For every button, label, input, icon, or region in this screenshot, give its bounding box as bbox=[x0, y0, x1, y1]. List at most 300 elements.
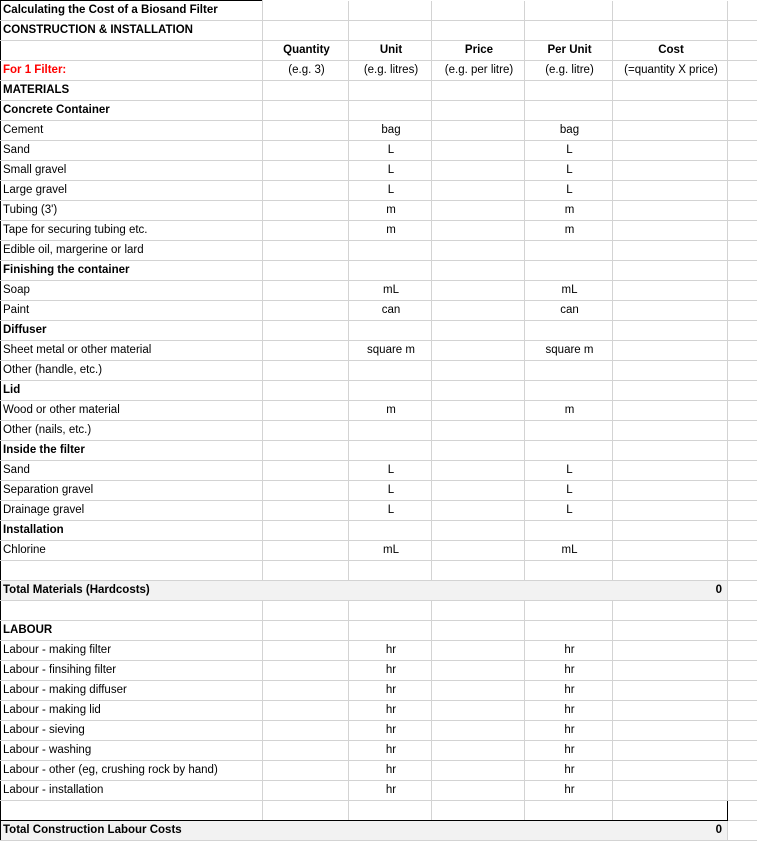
labour-row-pad bbox=[728, 701, 757, 721]
labour-row-pad bbox=[728, 641, 757, 661]
row-per-unit[interactable]: can bbox=[525, 301, 613, 321]
row-label[interactable]: Other (handle, etc.) bbox=[1, 361, 263, 381]
labour-cost[interactable] bbox=[613, 721, 728, 741]
row-price[interactable] bbox=[432, 361, 525, 381]
row-cost[interactable] bbox=[613, 201, 728, 221]
row-cost[interactable] bbox=[613, 181, 728, 201]
row-label[interactable]: Sheet metal or other material bbox=[1, 341, 263, 361]
row-pad bbox=[728, 281, 757, 301]
row-label[interactable]: Edible oil, margerine or lard bbox=[1, 241, 263, 261]
column-header-per-unit: Per Unit bbox=[525, 41, 613, 61]
row-unit[interactable] bbox=[349, 381, 432, 401]
row-cost[interactable] bbox=[613, 441, 728, 461]
row-cost[interactable] bbox=[613, 161, 728, 181]
row-unit[interactable]: L bbox=[349, 481, 432, 501]
labour-spacer-cell-5 bbox=[525, 801, 613, 821]
row-quantity[interactable] bbox=[263, 461, 349, 481]
section-row bbox=[1, 21, 757, 41]
row-pad bbox=[728, 241, 757, 261]
labour-spacer-cell-2 bbox=[263, 801, 349, 821]
material-row bbox=[1, 141, 757, 161]
row-label[interactable]: Small gravel bbox=[1, 161, 263, 181]
row-per-unit[interactable] bbox=[525, 81, 613, 101]
labour-row-pad bbox=[728, 661, 757, 681]
labour-row-pad bbox=[728, 721, 757, 741]
spacer-cell-4 bbox=[432, 601, 525, 621]
labour-unit[interactable]: hr bbox=[349, 721, 432, 741]
example-unit: (e.g. litres) bbox=[349, 61, 432, 81]
labour-cost[interactable] bbox=[613, 781, 728, 801]
section-row-empty-5 bbox=[613, 21, 728, 41]
row-unit[interactable] bbox=[349, 101, 432, 121]
row-quantity[interactable] bbox=[263, 261, 349, 281]
labour-cost[interactable] bbox=[613, 641, 728, 661]
labour-cost[interactable] bbox=[613, 741, 728, 761]
row-price[interactable] bbox=[432, 561, 525, 581]
labour-heading-row bbox=[1, 621, 757, 641]
row-unit[interactable]: L bbox=[349, 161, 432, 181]
spacer-row bbox=[1, 561, 757, 581]
row-label: MATERIALS bbox=[1, 81, 263, 101]
row-label[interactable]: Chlorine bbox=[1, 541, 263, 561]
row-unit[interactable] bbox=[349, 261, 432, 281]
labour-quantity[interactable] bbox=[263, 741, 349, 761]
row-cost[interactable] bbox=[613, 461, 728, 481]
row-label[interactable]: Cement bbox=[1, 121, 263, 141]
row-quantity[interactable] bbox=[263, 481, 349, 501]
row-per-unit[interactable]: L bbox=[525, 481, 613, 501]
material-row bbox=[1, 281, 757, 301]
labour-heading-empty-4 bbox=[525, 621, 613, 641]
row-quantity[interactable] bbox=[263, 301, 349, 321]
spacer-cell-1 bbox=[1, 601, 263, 621]
row-unit[interactable]: can bbox=[349, 301, 432, 321]
section-row-empty-2 bbox=[349, 21, 432, 41]
column-header-pad bbox=[728, 41, 757, 61]
row-price[interactable] bbox=[432, 441, 525, 461]
row-label: Concrete Container bbox=[1, 101, 263, 121]
row-price[interactable] bbox=[432, 401, 525, 421]
row-label[interactable]: Soap bbox=[1, 281, 263, 301]
row-quantity[interactable] bbox=[263, 441, 349, 461]
row-cost[interactable] bbox=[613, 481, 728, 501]
row-per-unit[interactable] bbox=[525, 561, 613, 581]
row-pad bbox=[728, 81, 757, 101]
labour-heading: LABOUR bbox=[1, 621, 263, 641]
row-unit[interactable]: bag bbox=[349, 121, 432, 141]
labour-unit[interactable]: hr bbox=[349, 781, 432, 801]
row-price[interactable] bbox=[432, 301, 525, 321]
labour-per-unit[interactable]: hr bbox=[525, 681, 613, 701]
labour-per-unit[interactable]: hr bbox=[525, 781, 613, 801]
labour-row-pad bbox=[728, 741, 757, 761]
row-unit[interactable] bbox=[349, 521, 432, 541]
labour-spacer-cell-6 bbox=[613, 801, 728, 821]
title-row bbox=[1, 1, 757, 21]
row-unit[interactable]: m bbox=[349, 401, 432, 421]
row-label[interactable]: Tape for securing tubing etc. bbox=[1, 221, 263, 241]
labour-heading-pad bbox=[728, 621, 757, 641]
labour-heading-empty-1 bbox=[263, 621, 349, 641]
row-price[interactable] bbox=[432, 201, 525, 221]
row-per-unit[interactable]: bag bbox=[525, 121, 613, 141]
row-cost[interactable] bbox=[613, 501, 728, 521]
row-quantity[interactable] bbox=[263, 81, 349, 101]
row-label[interactable]: Drainage gravel bbox=[1, 501, 263, 521]
labour-heading-empty-2 bbox=[349, 621, 432, 641]
row-cost[interactable] bbox=[613, 81, 728, 101]
row-unit[interactable] bbox=[349, 561, 432, 581]
row-pad bbox=[728, 441, 757, 461]
row-label[interactable]: Other (nails, etc.) bbox=[1, 421, 263, 441]
row-unit[interactable] bbox=[349, 81, 432, 101]
row-unit[interactable] bbox=[349, 441, 432, 461]
row-pad bbox=[728, 121, 757, 141]
labour-row-label: Labour - making lid bbox=[1, 701, 263, 721]
labour-per-unit[interactable]: hr bbox=[525, 721, 613, 741]
labour-row-label: Labour - making filter bbox=[1, 641, 263, 661]
row-unit[interactable] bbox=[349, 241, 432, 261]
material-row bbox=[1, 221, 757, 241]
row-cost[interactable] bbox=[613, 521, 728, 541]
row-unit[interactable] bbox=[349, 361, 432, 381]
row-cost[interactable] bbox=[613, 381, 728, 401]
labour-unit[interactable]: hr bbox=[349, 681, 432, 701]
labour-unit[interactable]: hr bbox=[349, 661, 432, 681]
row-cost[interactable] bbox=[613, 341, 728, 361]
row-price[interactable] bbox=[432, 221, 525, 241]
row-quantity[interactable] bbox=[263, 341, 349, 361]
total-materials-value: 0 bbox=[716, 581, 722, 600]
row-price[interactable] bbox=[432, 81, 525, 101]
row-price[interactable] bbox=[432, 121, 525, 141]
labour-spacer-cell-4 bbox=[432, 801, 525, 821]
column-header-price: Price bbox=[432, 41, 525, 61]
row-per-unit[interactable]: L bbox=[525, 181, 613, 201]
title-row-empty-4 bbox=[525, 1, 613, 21]
row-per-unit[interactable] bbox=[525, 101, 613, 121]
spacer-row-before-labour-total bbox=[1, 801, 757, 821]
labour-price[interactable] bbox=[432, 661, 525, 681]
spacer-cell-6 bbox=[613, 601, 728, 621]
row-quantity[interactable] bbox=[263, 501, 349, 521]
row-price[interactable] bbox=[432, 481, 525, 501]
row-label[interactable]: Separation gravel bbox=[1, 481, 263, 501]
labour-quantity[interactable] bbox=[263, 781, 349, 801]
row-cost[interactable] bbox=[613, 241, 728, 261]
labour-unit[interactable]: hr bbox=[349, 741, 432, 761]
row-price[interactable] bbox=[432, 501, 525, 521]
labour-row-pad bbox=[728, 761, 757, 781]
labour-price[interactable] bbox=[432, 721, 525, 741]
row-unit[interactable]: L bbox=[349, 181, 432, 201]
total-materials-row bbox=[1, 581, 757, 601]
section-title: CONSTRUCTION & INSTALLATION bbox=[1, 21, 263, 41]
labour-row-label: Labour - finsihing filter bbox=[1, 661, 263, 681]
row-per-unit[interactable]: L bbox=[525, 461, 613, 481]
material-row bbox=[1, 421, 757, 441]
title-row-pad bbox=[728, 1, 757, 21]
row-pad bbox=[728, 201, 757, 221]
row-price[interactable] bbox=[432, 281, 525, 301]
row-per-unit[interactable] bbox=[525, 441, 613, 461]
row-cost[interactable] bbox=[613, 421, 728, 441]
table-body bbox=[1, 1, 757, 841]
title-row-empty-2 bbox=[349, 1, 432, 21]
row-unit[interactable] bbox=[349, 321, 432, 341]
labour-price[interactable] bbox=[432, 701, 525, 721]
row-pad bbox=[728, 421, 757, 441]
labour-per-unit[interactable]: hr bbox=[525, 761, 613, 781]
spacer-cell-3 bbox=[349, 601, 432, 621]
labour-price[interactable] bbox=[432, 641, 525, 661]
section-row-empty-1 bbox=[263, 21, 349, 41]
row-per-unit[interactable] bbox=[525, 241, 613, 261]
row-price[interactable] bbox=[432, 161, 525, 181]
spacer-pad bbox=[728, 601, 757, 621]
row-quantity[interactable] bbox=[263, 201, 349, 221]
labour-quantity[interactable] bbox=[263, 681, 349, 701]
labour-heading-empty-5 bbox=[613, 621, 728, 641]
row-quantity[interactable] bbox=[263, 281, 349, 301]
labour-row-pad bbox=[728, 681, 757, 701]
labour-unit[interactable]: hr bbox=[349, 641, 432, 661]
material-row bbox=[1, 181, 757, 201]
row-cost[interactable] bbox=[613, 301, 728, 321]
row-label[interactable]: Tubing (3') bbox=[1, 201, 263, 221]
row-cost[interactable] bbox=[613, 361, 728, 381]
labour-row bbox=[1, 761, 757, 781]
row-quantity[interactable] bbox=[263, 141, 349, 161]
labour-price[interactable] bbox=[432, 741, 525, 761]
example-quantity: (e.g. 3) bbox=[263, 61, 349, 81]
row-unit[interactable]: L bbox=[349, 141, 432, 161]
row-per-unit[interactable] bbox=[525, 261, 613, 281]
row-pad bbox=[728, 101, 757, 121]
total-labour-value: 0 bbox=[716, 821, 722, 840]
labour-row bbox=[1, 781, 757, 801]
column-header-unit: Unit bbox=[349, 41, 432, 61]
material-row bbox=[1, 161, 757, 181]
total-labour-pad bbox=[728, 821, 757, 841]
row-pad bbox=[728, 521, 757, 541]
row-price[interactable] bbox=[432, 141, 525, 161]
row-per-unit[interactable]: square m bbox=[525, 341, 613, 361]
row-label[interactable]: Sand bbox=[1, 461, 263, 481]
row-per-unit[interactable]: L bbox=[525, 501, 613, 521]
row-pad bbox=[728, 361, 757, 381]
row-label[interactable]: Large gravel bbox=[1, 181, 263, 201]
row-quantity[interactable] bbox=[263, 521, 349, 541]
row-cost[interactable] bbox=[613, 281, 728, 301]
row-label[interactable]: Wood or other material bbox=[1, 401, 263, 421]
row-price[interactable] bbox=[432, 381, 525, 401]
labour-cost[interactable] bbox=[613, 661, 728, 681]
row-pad bbox=[728, 301, 757, 321]
row-pad bbox=[728, 461, 757, 481]
row-label[interactable]: Paint bbox=[1, 301, 263, 321]
section-header-row bbox=[1, 521, 757, 541]
row-unit[interactable]: L bbox=[349, 501, 432, 521]
row-per-unit[interactable] bbox=[525, 361, 613, 381]
row-pad bbox=[728, 401, 757, 421]
row-per-unit[interactable] bbox=[525, 381, 613, 401]
row-label: Installation bbox=[1, 521, 263, 541]
page-title: Calculating the Cost of a Biosand Filter bbox=[1, 1, 263, 21]
row-price[interactable] bbox=[432, 421, 525, 441]
example-cost: (=quantity X price) bbox=[613, 61, 728, 81]
labour-row-pad bbox=[728, 781, 757, 801]
column-header-cost: Cost bbox=[613, 41, 728, 61]
row-unit[interactable]: mL bbox=[349, 541, 432, 561]
labour-cost[interactable] bbox=[613, 761, 728, 781]
labour-spacer-pad bbox=[728, 801, 757, 821]
labour-spacer-cell-3 bbox=[349, 801, 432, 821]
row-per-unit[interactable] bbox=[525, 421, 613, 441]
spacer-row-after-total bbox=[1, 601, 757, 621]
row-price[interactable] bbox=[432, 541, 525, 561]
row-label: Finishing the container bbox=[1, 261, 263, 281]
material-row bbox=[1, 301, 757, 321]
labour-row bbox=[1, 701, 757, 721]
labour-heading-empty-3 bbox=[432, 621, 525, 641]
row-unit[interactable] bbox=[349, 421, 432, 441]
section-header-row bbox=[1, 441, 757, 461]
labour-row-label: Labour - washing bbox=[1, 741, 263, 761]
section-row-empty-3 bbox=[432, 21, 525, 41]
row-per-unit[interactable]: mL bbox=[525, 281, 613, 301]
row-per-unit[interactable] bbox=[525, 321, 613, 341]
row-quantity[interactable] bbox=[263, 401, 349, 421]
labour-quantity[interactable] bbox=[263, 641, 349, 661]
row-price[interactable] bbox=[432, 181, 525, 201]
row-cost[interactable] bbox=[613, 101, 728, 121]
material-row bbox=[1, 501, 757, 521]
title-row-empty-3 bbox=[432, 1, 525, 21]
material-row bbox=[1, 341, 757, 361]
row-cost[interactable] bbox=[613, 561, 728, 581]
row-quantity[interactable] bbox=[263, 121, 349, 141]
column-header-row bbox=[1, 41, 757, 61]
labour-price[interactable] bbox=[432, 781, 525, 801]
row-quantity[interactable] bbox=[263, 221, 349, 241]
row-per-unit[interactable]: m bbox=[525, 221, 613, 241]
labour-unit[interactable]: hr bbox=[349, 761, 432, 781]
row-pad bbox=[728, 321, 757, 341]
row-quantity[interactable] bbox=[263, 181, 349, 201]
labour-cost[interactable] bbox=[613, 681, 728, 701]
row-per-unit[interactable]: m bbox=[525, 401, 613, 421]
row-quantity[interactable] bbox=[263, 541, 349, 561]
row-label bbox=[1, 561, 263, 581]
row-quantity[interactable] bbox=[263, 561, 349, 581]
row-cost[interactable] bbox=[613, 221, 728, 241]
row-cost[interactable] bbox=[613, 261, 728, 281]
row-quantity[interactable] bbox=[263, 321, 349, 341]
row-cost[interactable] bbox=[613, 541, 728, 561]
material-row bbox=[1, 481, 757, 501]
row-per-unit[interactable]: L bbox=[525, 141, 613, 161]
row-quantity[interactable] bbox=[263, 161, 349, 181]
labour-unit[interactable]: hr bbox=[349, 701, 432, 721]
row-unit[interactable]: L bbox=[349, 461, 432, 481]
row-price[interactable] bbox=[432, 521, 525, 541]
row-per-unit[interactable]: mL bbox=[525, 541, 613, 561]
material-row bbox=[1, 121, 757, 141]
row-unit[interactable]: m bbox=[349, 221, 432, 241]
section-header-row bbox=[1, 101, 757, 121]
row-price[interactable] bbox=[432, 341, 525, 361]
labour-quantity[interactable] bbox=[263, 701, 349, 721]
row-per-unit[interactable]: m bbox=[525, 201, 613, 221]
labour-per-unit[interactable]: hr bbox=[525, 661, 613, 681]
row-per-unit[interactable] bbox=[525, 521, 613, 541]
labour-quantity[interactable] bbox=[263, 721, 349, 741]
example-row-pad bbox=[728, 61, 757, 81]
row-quantity[interactable] bbox=[263, 381, 349, 401]
row-label: Diffuser bbox=[1, 321, 263, 341]
row-quantity[interactable] bbox=[263, 361, 349, 381]
row-quantity[interactable] bbox=[263, 421, 349, 441]
total-labour-label: Total Construction Labour Costs 0 bbox=[1, 821, 728, 841]
labour-price[interactable] bbox=[432, 681, 525, 701]
row-pad bbox=[728, 501, 757, 521]
labour-quantity[interactable] bbox=[263, 661, 349, 681]
row-quantity[interactable] bbox=[263, 241, 349, 261]
row-price[interactable] bbox=[432, 321, 525, 341]
spacer-cell-2 bbox=[263, 601, 349, 621]
labour-per-unit[interactable]: hr bbox=[525, 741, 613, 761]
material-row bbox=[1, 201, 757, 221]
row-price[interactable] bbox=[432, 241, 525, 261]
row-price[interactable] bbox=[432, 461, 525, 481]
row-cost[interactable] bbox=[613, 121, 728, 141]
row-cost[interactable] bbox=[613, 321, 728, 341]
labour-row bbox=[1, 681, 757, 701]
row-unit[interactable]: square m bbox=[349, 341, 432, 361]
row-cost[interactable] bbox=[613, 141, 728, 161]
labour-row-label: Labour - making diffuser bbox=[1, 681, 263, 701]
material-row bbox=[1, 361, 757, 381]
total-materials-label: Total Materials (Hardcosts) 0 bbox=[1, 581, 728, 601]
labour-row bbox=[1, 741, 757, 761]
title-row-empty-5 bbox=[613, 1, 728, 21]
column-header-quantity: Quantity bbox=[263, 41, 349, 61]
row-unit[interactable]: m bbox=[349, 201, 432, 221]
labour-cost[interactable] bbox=[613, 701, 728, 721]
labour-row bbox=[1, 661, 757, 681]
labour-price[interactable] bbox=[432, 761, 525, 781]
labour-per-unit[interactable]: hr bbox=[525, 701, 613, 721]
row-per-unit[interactable]: L bbox=[525, 161, 613, 181]
row-unit[interactable]: mL bbox=[349, 281, 432, 301]
labour-row-label: Labour - installation bbox=[1, 781, 263, 801]
row-label: Lid bbox=[1, 381, 263, 401]
row-label[interactable]: Sand bbox=[1, 141, 263, 161]
row-cost[interactable] bbox=[613, 401, 728, 421]
labour-per-unit[interactable]: hr bbox=[525, 641, 613, 661]
labour-row-label: Labour - sieving bbox=[1, 721, 263, 741]
total-labour-row bbox=[1, 821, 757, 841]
title-row-empty-1 bbox=[263, 1, 349, 21]
row-price[interactable] bbox=[432, 101, 525, 121]
row-quantity[interactable] bbox=[263, 101, 349, 121]
row-pad bbox=[728, 341, 757, 361]
labour-quantity[interactable] bbox=[263, 761, 349, 781]
row-pad bbox=[728, 141, 757, 161]
row-price[interactable] bbox=[432, 261, 525, 281]
labour-row-label: Labour - other (eg, crushing rock by hand) bbox=[1, 761, 263, 781]
